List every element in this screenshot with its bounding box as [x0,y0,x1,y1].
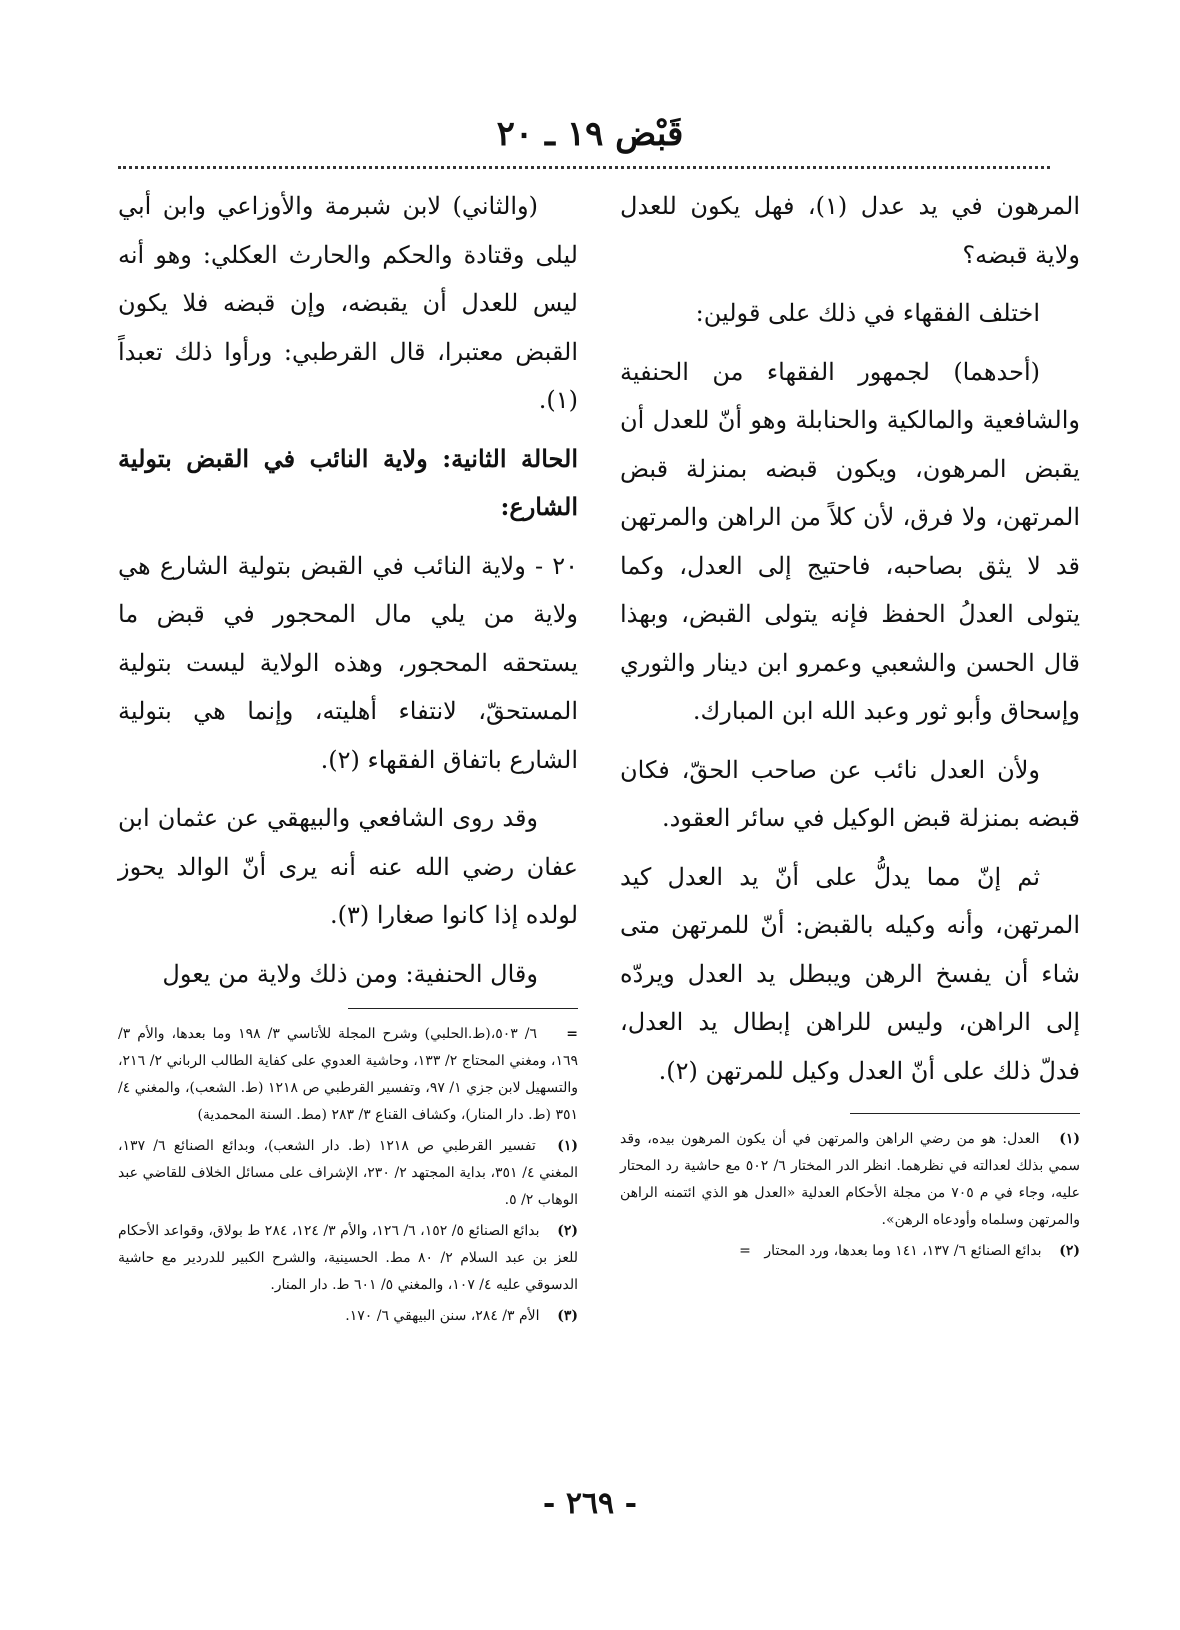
left-column-body [118,182,578,998]
footnote-text: بدائع الصنائع ٦/ ١٣٧، ١٤١ وما بعدها، ورد المحتار [764,1243,1042,1259]
left-column [118,182,578,1334]
page-header-title: قَبْض ١٩ ـ ٢٠ [496,114,684,154]
footnote-number: (١) [1059,1131,1080,1147]
footnotes-divider [348,1008,578,1009]
paragraph: ولأن العدل نائب عن صاحب الحقّ، فكان قبضه بمنزلة قبض الوكيل في سائر العقود. [620,755,1080,832]
paragraph: (والثاني) لابن شبرمة والأوزاعي وابن أبي ليلى وقتادة والحكم والحارث العكلي: وهو أنه ليس للعدل أن يقبضه، وإن قبضه فلا يكون القبض معتبرا، قال القرطبي: ورأوا ذلك تعبداً (١). [118,192,578,414]
paragraph: ٢٠ - ولاية النائب في القبض بتولية الشارع هي ولاية من يلي مال المحجور في قبض ما يستحقه المحجور، وهذه الولاية ليست بتولية المستحقّ، لانتفاء أهليته، وإنما هي بتولية الشارع باتفاق الفقهاء (٢). [118,551,578,774]
paragraph: وقال الحنفية: ومن ذلك ولاية من يعول [162,959,538,988]
footnote [118,1303,578,1330]
right-column [620,182,1080,1269]
footnote-number: (٣) [557,1308,578,1324]
footnotes-divider [850,1113,1080,1114]
footnote-text: تفسير القرطبي ص ١٢١٨ (ط. دار الشعب)، وبدائع الصنائع ٦/ ١٣٧، المغني ٤/ ٣٥١، بداية المجتهد ٢/ ٢٣٠، الإشراف على مسائل الخلاف للقاضي عبد الوهاب ٢/ ٥. [118,1138,579,1208]
paragraph: وقد روى الشافعي والبيهقي عن عثمان ابن عفان رضي الله عنه أنه يرى أنّ الوالد يحوز لولده إذا كانوا صغارا (٣). [118,804,578,929]
right-column-footnotes [620,1126,1080,1265]
right-column-body [620,182,1080,1095]
footnote-text: الأم ٣/ ٢٨٤، سنن البيهقي ٦/ ١٧٠. [345,1308,540,1324]
header-dotted-rule [118,166,1050,169]
footnote [118,1133,578,1214]
footnote [118,1218,578,1299]
left-column-footnotes [118,1021,578,1330]
paragraph: (أحدهما) لجمهور الفقهاء من الحنفية والشافعية والمالكية والحنابلة وهو أنّ للعدل أن يقبض المرهون، ويكون قبضه بمنزلة قبض المرتهن، ولا فرق، لأن كلاً من الراهن والمرتهن قد لا يثق بصاحبه، فاحتيج إلى العدل، وكما يتولى العدلُ الحفظ فإنه يتولى القبض، وبهذا قال الحسن والشعبي وعمرو ابن دينار والثوري وإسحاق وأبو ثور وعبد الله ابن المبارك. [620,357,1080,725]
paragraph: المرهون في يد عدل (١)، فهل يكون للعدل ولاية قبضه؟ [620,192,1080,269]
footnote-text: العدل: هو من رضي الراهن والمرتهن في أن يكون المرهون بيده، وقد سمي بذلك لعدالته في نظرهما. انظر الدر المختار ٦/ ٥٠٢ مع حاشية رد المحتار عليه، وجاء في م ٧٠٥ من مجلة الأحكام العدلية «العدل هو الذي ائتمنه الراهن والمرتهن وسلماه وأودعاه الرهن». [620,1131,1080,1228]
footnote-number: (١) [557,1138,579,1154]
footnote [620,1126,1080,1234]
footnote-continued-mark: = [739,1243,751,1259]
footnote-continuation-mark: = [566,1026,579,1042]
paragraph: ثم إنّ مما يدلُّ على أنّ يد العدل كيد المرتهن، وأنه وكيله بالقبض: أنّ للمرتهن متى شاء أن يفسخ الرهن ويبطل يد العدل ويردّه إلى الراهن، وليس للراهن إبطال يد العدل، فدلّ ذلك على أنّ العدل وكيل للمرتهن (٢). [620,862,1080,1085]
footnote-text: بدائع الصنائع ٥/ ١٥٢، ٦/ ١٢٦، والأم ٣/ ١٢٤، ٢٨٤ ط بولاق، وقواعد الأحكام للعز بن عبد السلام ٢/ ٨٠ مط. الحسينية، والشرح الكبير للدردير مع حاشية الدسوقي عليه ٤/ ١٠٧، والمغني ٥/ ٦٠١ ط. دار المنار. [118,1223,578,1293]
footnote-number: (٢) [557,1223,579,1239]
page-number: - ٢٦٩ - [542,1486,638,1521]
footnote-text: ٦/ ٥٠٣،(ط.الحلبي) وشرح المجلة للأتاسي ٣/ ١٩٨ وما بعدها، والأم ٣/ ١٦٩، ومغني المحتاج ٢/ ١٣٣، وحاشية العدوي على كفاية الطالب الرباني ٢/ ٢١٦، والتسهيل لابن جزي ١/ ٩٧، وتفسير القرطبي ص ١٢١٨ (ط. الشعب)، والمغني ٤/ ٣٥١ (ط. دار المنار)، وكشاف القناع ٣/ ٢٨٣ (مط. السنة المحمدية) [118,1026,579,1123]
footnote-number: (٢) [1059,1243,1080,1259]
footnote [620,1238,1080,1265]
section-heading: الحالة الثانية: ولاية النائب في القبض بتولية الشارع: [118,443,578,521]
paragraph: اختلف الفقهاء في ذلك على قولين: [695,299,1040,327]
footnote [118,1021,578,1129]
